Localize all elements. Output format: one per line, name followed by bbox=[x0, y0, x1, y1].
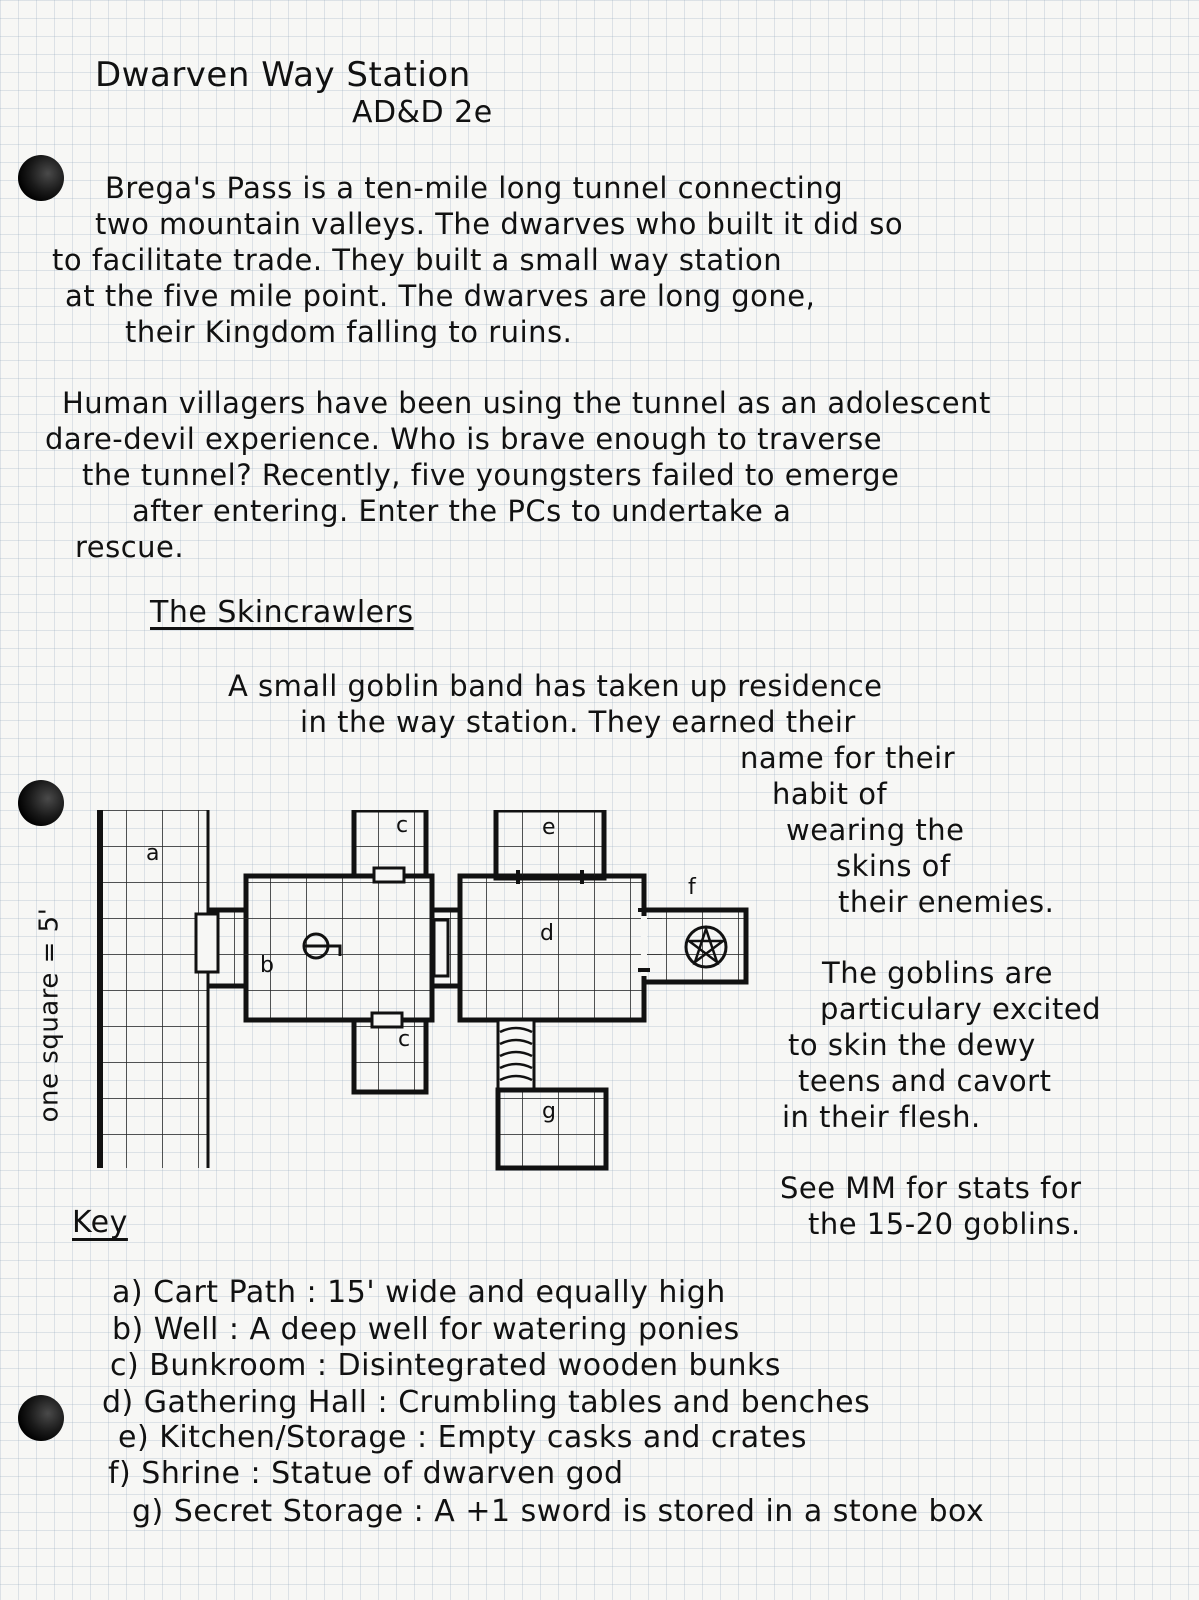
key-heading: Key bbox=[72, 1205, 128, 1240]
room-well bbox=[208, 876, 432, 1020]
page-title: Dwarven Way Station bbox=[95, 55, 471, 95]
stats-line: See MM for stats for bbox=[780, 1171, 1082, 1205]
map-label-a: a bbox=[146, 841, 160, 866]
skincrawlers-line: A small goblin band has taken up residence bbox=[228, 669, 883, 703]
key-item: e) Kitchen/Storage : Empty casks and crates bbox=[118, 1420, 807, 1455]
goblins-line: in their flesh. bbox=[782, 1100, 981, 1134]
key-item: c) Bunkroom : Disintegrated wooden bunks bbox=[110, 1348, 782, 1383]
intro-line: to facilitate trade. They built a small way station bbox=[52, 243, 783, 277]
skincrawlers-line: wearing the bbox=[786, 813, 965, 847]
intro-line: two mountain valleys. The dwarves who built it did so bbox=[95, 207, 904, 241]
skincrawlers-line: in the way station. They earned their bbox=[300, 705, 856, 739]
map-label-c-top: c bbox=[396, 813, 409, 838]
map-label-c-bottom: c bbox=[398, 1027, 411, 1052]
key-item: d) Gathering Hall : Crumbling tables and benches bbox=[102, 1385, 871, 1420]
key-item: b) Well : A deep well for watering ponies bbox=[112, 1312, 740, 1347]
key-item: f) Shrine : Statue of dwarven god bbox=[108, 1456, 624, 1491]
goblins-line: particulary excited bbox=[820, 992, 1102, 1026]
section-heading: The Skincrawlers bbox=[150, 595, 414, 630]
key-item: a) Cart Path : 15' wide and equally high bbox=[112, 1275, 726, 1310]
binder-hole-bottom bbox=[18, 1395, 64, 1441]
stats-line: the 15-20 goblins. bbox=[808, 1207, 1081, 1241]
map-label-d: d bbox=[540, 921, 554, 946]
hook-line: rescue. bbox=[75, 530, 185, 564]
skincrawlers-line: name for their bbox=[740, 741, 956, 775]
scale-label: one square = 5' bbox=[34, 907, 65, 1123]
map-label-e: e bbox=[542, 815, 556, 840]
room-gathering-hall bbox=[460, 876, 644, 1020]
room-bunkroom-top bbox=[354, 810, 426, 876]
goblins-line: to skin the dewy bbox=[788, 1028, 1036, 1062]
stairs bbox=[498, 1020, 534, 1090]
map-label-g: g bbox=[542, 1099, 556, 1124]
intro-line: their Kingdom falling to ruins. bbox=[125, 315, 573, 349]
room-shrine bbox=[644, 910, 746, 982]
skincrawlers-line: habit of bbox=[772, 777, 888, 811]
binder-hole-top bbox=[18, 155, 64, 201]
key-item: g) Secret Storage : A +1 sword is stored in a stone box bbox=[132, 1494, 985, 1529]
goblins-line: The goblins are bbox=[822, 956, 1053, 990]
intro-line: Brega's Pass is a ten-mile long tunnel connecting bbox=[105, 171, 844, 205]
skincrawlers-line: their enemies. bbox=[838, 885, 1055, 919]
map-label-b: b bbox=[260, 953, 274, 978]
binder-hole-middle bbox=[18, 780, 64, 826]
game-system: AD&D 2e bbox=[352, 95, 493, 130]
hook-line: dare-devil experience. Who is brave enough to traverse bbox=[45, 422, 883, 456]
goblins-line: teens and cavort bbox=[798, 1064, 1052, 1098]
intro-line: at the five mile point. The dwarves are long gone, bbox=[65, 279, 816, 313]
hook-line: Human villagers have been using the tunnel as an adolescent bbox=[62, 386, 991, 420]
hook-line: after entering. Enter the PCs to undertake a bbox=[132, 494, 792, 528]
hook-line: the tunnel? Recently, five youngsters failed to emerge bbox=[82, 458, 900, 492]
dungeon-map bbox=[90, 810, 770, 1180]
room-bunkroom-bottom bbox=[354, 1020, 426, 1092]
map-label-f: f bbox=[688, 875, 696, 900]
skincrawlers-line: skins of bbox=[836, 849, 951, 883]
